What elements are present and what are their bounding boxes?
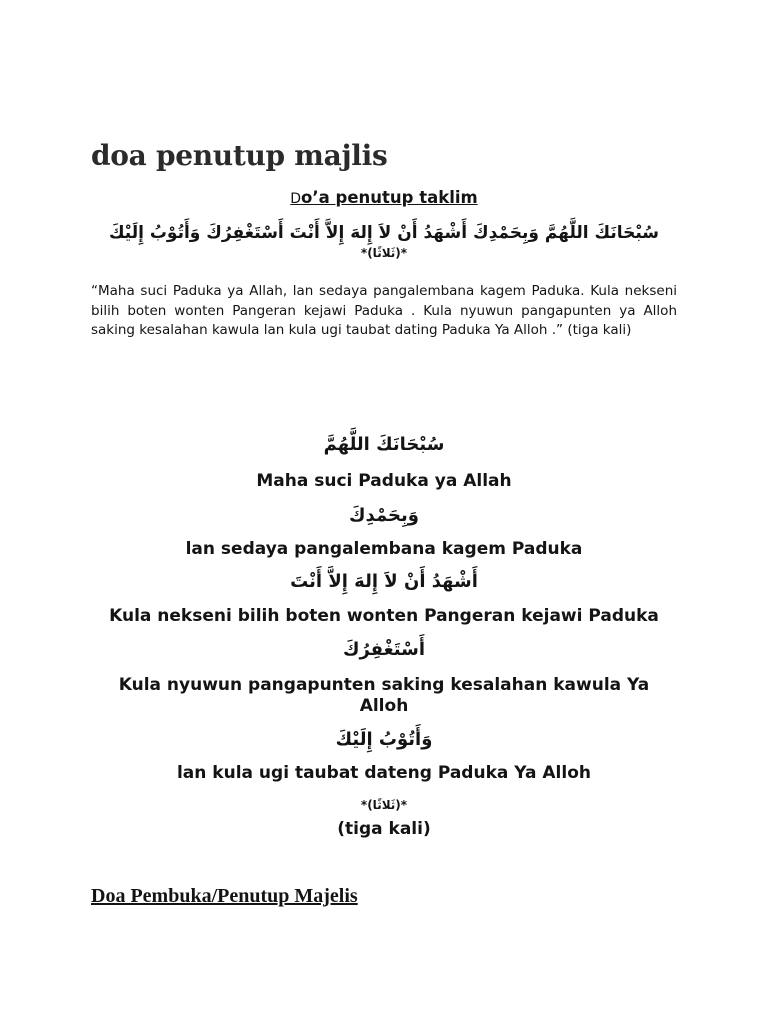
- phrase-meaning: Kula nekseni bilih boten wonten Pangeran kejawi Paduka: [109, 606, 659, 626]
- arabic-phrase: أَسْتَغْفِرُكَ: [342, 639, 426, 660]
- phrase-meaning: Maha suci Paduka ya Allah: [256, 471, 512, 491]
- arabic-repeat-note: *(ثَلاثًا)*: [360, 798, 408, 812]
- phrase-meaning: lan kula ugi taubat dateng Paduka Ya Alloh: [176, 763, 591, 783]
- arabic-phrase: سُبْحَانَكَ اللَّهُمَّ: [323, 434, 445, 455]
- prayer-translation: “Maha suci Paduka ya Allah, lan sedaya pangalembana kagem Paduka. Kula nekseni bilih boten wonten Pangeran kejawi Paduka . Kula nyuwun pangapunten ya Alloh saking kesalahan kawula lan kula ugi taubat dating Paduka Ya Alloh .” (tiga kali): [91, 283, 677, 338]
- section-link-doa-pembuka[interactable]: Doa Pembuka/Penutup Majelis: [91, 885, 358, 907]
- page-title: doa penutup majlis: [91, 139, 388, 172]
- phrase-meaning: lan sedaya pangalembana kagem Paduka: [185, 539, 583, 559]
- arabic-phrase: وَأَتُوْبُ إِلَيْكَ: [335, 729, 433, 750]
- phrase-meaning: Kula nyuwun pangapunten saking kesalahan kawula Ya Alloh: [118, 675, 650, 716]
- phrase-meaning: (tiga kali): [337, 819, 431, 839]
- subtitle-rest: o’a penutup taklim: [301, 188, 478, 207]
- arabic-repeat-note: *(ثَلاثًا)*: [360, 246, 408, 260]
- subtitle-initial: D: [290, 191, 302, 207]
- arabic-phrase: أَشْهَدُ أَنْ لاَ إِلهَ إِلاَّ أَنْتَ: [290, 571, 478, 592]
- section-subtitle: [0, 186, 768, 211]
- arabic-prayer-full: [91, 222, 677, 262]
- arabic-phrase: وَبِحَمْدِكَ: [349, 505, 419, 526]
- arabic-prayer-line: سُبْحَانَكَ اللَّهُمَّ وَبِحَمْدِكَ أَشْهَدُ أَنْ لاَ إِلهَ إِلاَّ أَنْتَ أَسْتَغْفِرُكَ وَأَتُوْبُ إِلَيْكَ: [108, 223, 660, 243]
